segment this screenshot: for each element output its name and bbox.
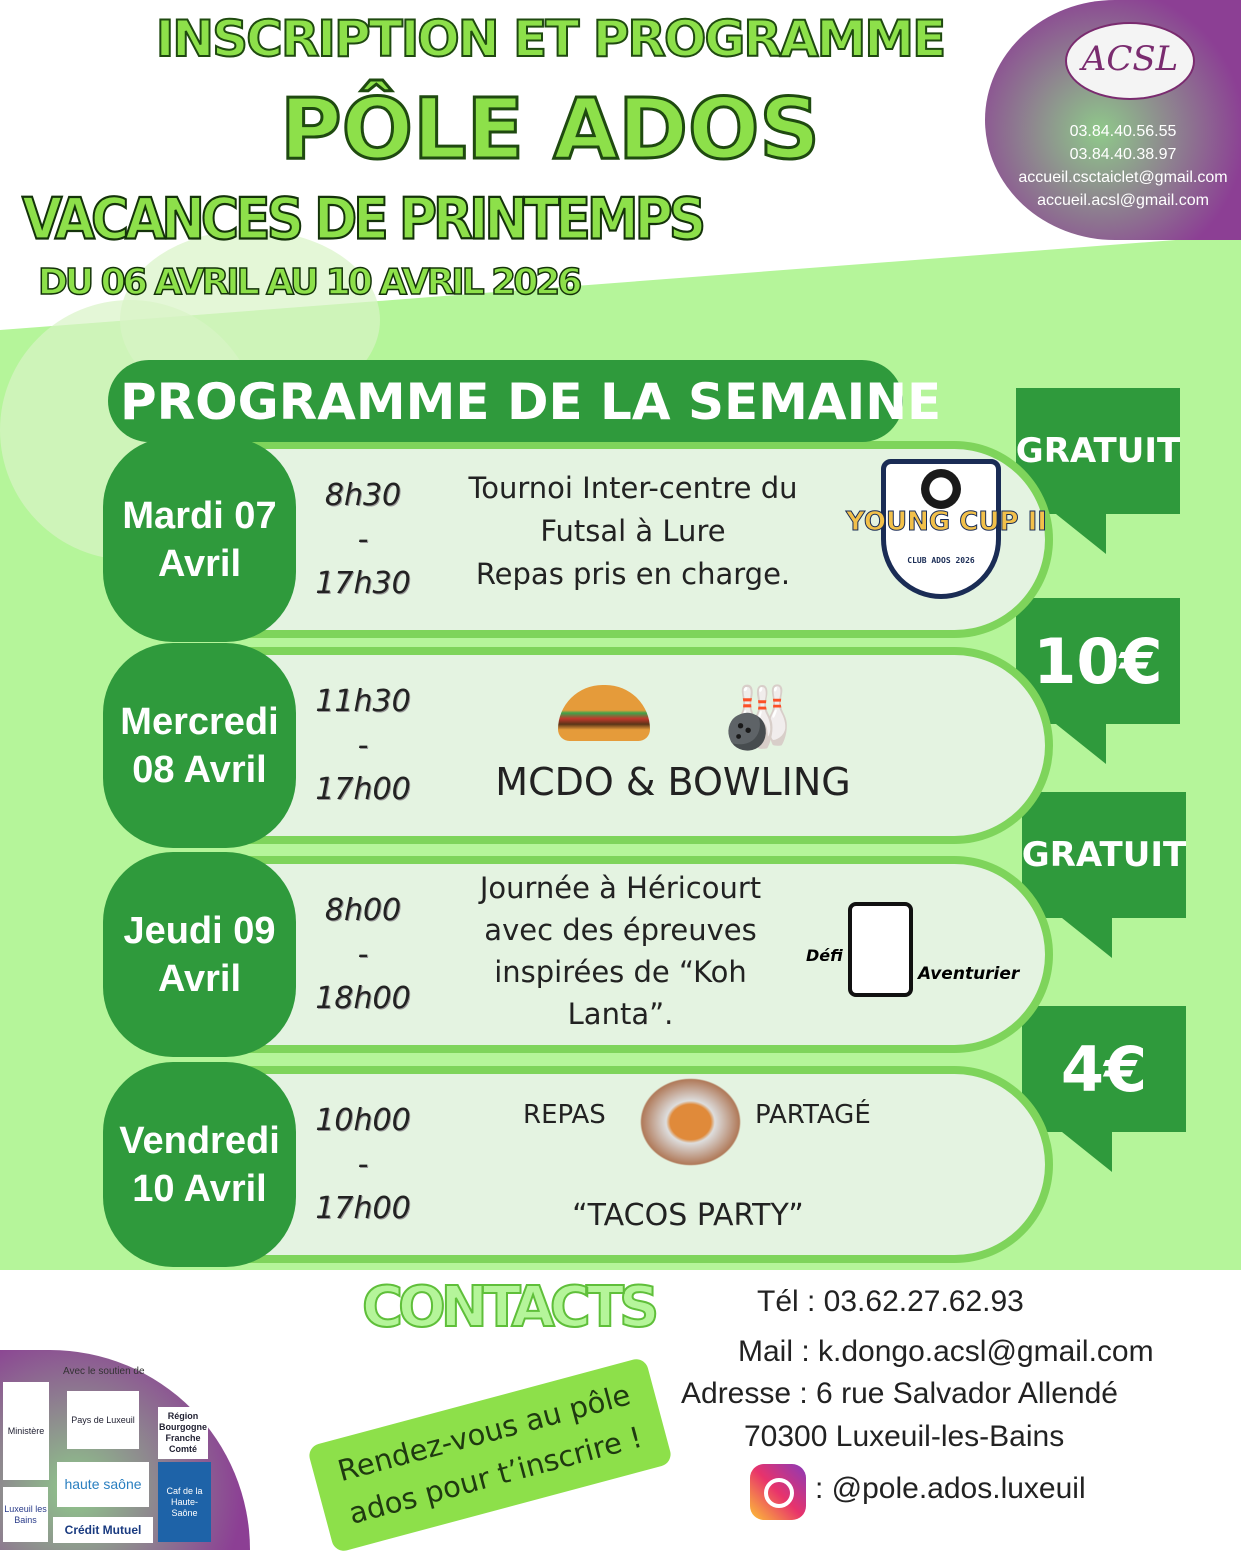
program-row [103,852,1053,1057]
contact-email[interactable]: Mail : k.dongo.acsl@gmail.com [738,1335,1154,1368]
sponsor-logo: Région Bourgogne Franche Comté [158,1407,208,1459]
instagram-icon [750,1464,806,1520]
time-range: 11h30 - 17h00 [315,683,411,807]
time-range: 10h00 - 17h00 [315,1102,411,1226]
activity-description: REPAS [523,1100,606,1130]
activity-description: Journée à Héricourt avec des épreuves inspirées de “Koh Lanta”. [479,871,762,1031]
sponsor-logo: Luxeuil les Bains [3,1487,48,1542]
program-row [103,643,1053,848]
activity-description: MCDO & BOWLING [495,760,851,804]
time-range: 8h30 - 17h30 [315,477,411,601]
sponsor-logo: Pays de Luxeuil [67,1391,139,1449]
day-label: Vendredi 10 Avril [103,1062,296,1267]
org-contacts [1005,120,1241,212]
bowling-icon: 🎳 [720,683,796,753]
program-title: PROGRAMME DE LA SEMAINE [108,360,903,442]
subtitle-vacances: VACANCES DE PRINTEMPS [22,187,703,253]
call-to-action: Rendez-vous au pôle ados pour t’inscrire ! [307,1357,674,1553]
young-cup-title: YOUNG CUP II [846,507,1047,537]
program-row [103,437,1053,642]
activity-description: Tournoi Inter-centre du Futsal à Lure Repas pris en charge. [468,471,798,591]
day-label: Mercredi 08 Avril [103,643,296,848]
price-tag: GRATUIT [1022,792,1186,918]
defi-label: Défi [806,946,843,965]
sponsor-logo: Caf de la Haute-Saône [158,1462,211,1542]
young-cup-logo: CLUB ADOS 2026 [881,459,1001,599]
contact-instagram[interactable]: : @pole.ados.luxeuil [815,1472,1086,1505]
program-row [103,1062,1053,1267]
org-email: accueil.acsl@gmail.com [1037,192,1209,209]
org-email: accueil.csctaiclet@gmail.com [1018,169,1228,186]
sponsor-logo: haute saône [57,1462,149,1507]
price-tag: 10€ [1016,598,1180,724]
activity-description: “TACOS PARTY” [572,1198,804,1233]
contact-city: 70300 Luxeuil-les-Bains [744,1420,1065,1453]
price-tag: GRATUIT [1016,388,1180,514]
soccer-ball-icon [921,469,961,509]
dates: DU 06 AVRIL AU 10 AVRIL 2026 [38,262,580,303]
contact-phone: Tél : 03.62.27.62.93 [757,1285,1024,1318]
tiki-mask-icon [848,902,913,997]
sponsor-logo: Crédit Mutuel [53,1517,153,1543]
acsl-logo: ACSL [1065,22,1195,100]
org-phone: 03.84.40.38.97 [1069,146,1177,163]
activity-description: PARTAGÉ [755,1100,871,1130]
aventurier-label: Aventurier [918,964,1020,984]
title-pole-ados: PÔLE ADOS [280,80,820,178]
sponsors-label: Avec le soutien de [63,1366,145,1377]
contact-address: Adresse : 6 rue Salvador Allendé [681,1377,1118,1410]
day-label: Jeudi 09 Avril [103,852,296,1057]
org-phone: 03.84.40.56.55 [1069,123,1177,140]
day-label: Mardi 07 Avril [103,437,296,642]
contacts-title: CONTACTS [362,1275,655,1340]
time-range: 8h00 - 18h00 [315,892,411,1016]
title-inscription: INSCRIPTION ET PROGRAMME [155,10,945,68]
sponsor-logo: Ministère [3,1382,49,1480]
price-tag: 4€ [1022,1006,1186,1132]
shared-meal-illustration [633,1072,748,1172]
